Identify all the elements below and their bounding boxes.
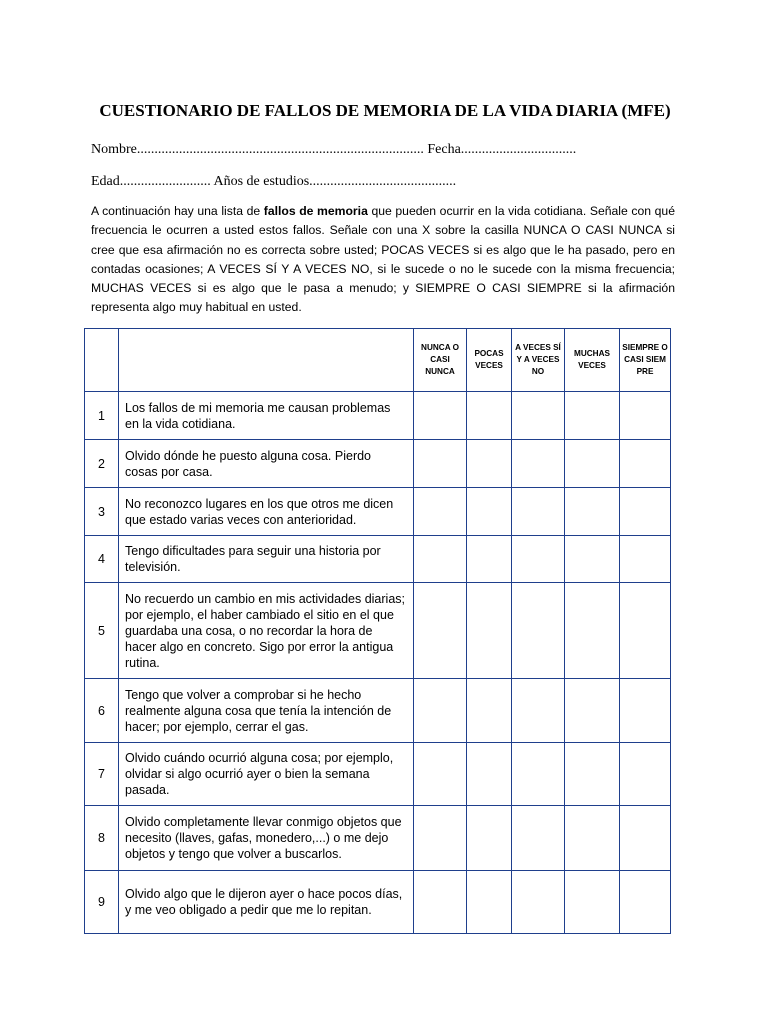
answer-checkbox-a-veces[interactable]	[512, 583, 565, 679]
answer-checkbox-a-veces[interactable]	[512, 871, 565, 934]
answer-checkbox-nunca[interactable]	[414, 536, 467, 583]
answer-checkbox-nunca[interactable]	[414, 488, 467, 536]
answer-checkbox-muchas-veces[interactable]	[565, 806, 620, 871]
answer-checkbox-pocas-veces[interactable]	[467, 536, 512, 583]
column-header-a-veces: A VECES SÍ Y A VECES NO	[512, 329, 565, 392]
column-header-siempre: SIEMPRE O CASI SIEMPRE	[620, 329, 671, 392]
item-number: 1	[85, 392, 119, 440]
answer-checkbox-siempre[interactable]	[620, 583, 671, 679]
answer-checkbox-muchas-veces[interactable]	[565, 488, 620, 536]
column-header-muchas-veces: MUCHAS VECES	[565, 329, 620, 392]
answer-checkbox-pocas-veces[interactable]	[467, 583, 512, 679]
answer-checkbox-a-veces[interactable]	[512, 440, 565, 488]
answer-checkbox-siempre[interactable]	[620, 488, 671, 536]
answer-checkbox-muchas-veces[interactable]	[565, 871, 620, 934]
table-row	[85, 536, 671, 583]
item-statement: Olvido completamente llevar conmigo objetos que necesito (llaves, gafas, monedero,...) o me dejo objetos y tengo que volver a buscarlos.	[119, 806, 414, 871]
instructions-text-2: que pueden ocurrir en la vida cotidiana. Señale con qué frecuencia le ocurren a usted estos fallos. Señale con una X sobre la casilla NUNCA O CASI NUNCA si cree que esa afirmación no es correcta sobre usted; POCAS VECES si es algo que le ha pasado, pero en contadas ocasiones; A VECES SÍ Y A VECES NO, si le sucede o no le sucede con la misma frecuencia; MUCHAS VECES si es algo que le pasa a menudo; y SIEMPRE O CASI SIEMPRE si la afirmación representa algo muy habitual en usted.	[91, 204, 675, 315]
item-statement: Olvido cuándo ocurrió alguna cosa; por ejemplo, olvidar si algo ocurrió ayer o bien la semana pasada.	[119, 743, 414, 806]
answer-checkbox-nunca[interactable]	[414, 743, 467, 806]
answer-checkbox-nunca[interactable]	[414, 440, 467, 488]
answer-checkbox-muchas-veces[interactable]	[565, 392, 620, 440]
answer-checkbox-a-veces[interactable]	[512, 806, 565, 871]
answer-checkbox-nunca[interactable]	[414, 871, 467, 934]
answer-checkbox-siempre[interactable]	[620, 743, 671, 806]
table-row	[85, 488, 671, 536]
item-statement: Los fallos de mi memoria me causan problemas en la vida cotidiana.	[119, 392, 414, 440]
table-row	[85, 583, 671, 679]
item-statement: No reconozco lugares en los que otros me dicen que estado varias veces con anterioridad.	[119, 488, 414, 536]
page-title: CUESTIONARIO DE FALLOS DE MEMORIA DE LA VIDA DIARIA (MFE)	[99, 101, 671, 120]
answer-checkbox-nunca[interactable]	[414, 806, 467, 871]
answer-checkbox-siempre[interactable]	[620, 806, 671, 871]
instructions-bold: fallos de memoria	[263, 204, 368, 218]
answer-checkbox-pocas-veces[interactable]	[467, 679, 512, 743]
name-date-line: Nombre.................................................................................. Fecha.................................	[91, 142, 577, 157]
item-number: 8	[85, 806, 119, 871]
answer-checkbox-muchas-veces[interactable]	[565, 583, 620, 679]
answer-checkbox-a-veces[interactable]	[512, 679, 565, 743]
table-row	[85, 440, 671, 488]
age-studies-line: Edad.......................... Años de estudios..........................................	[91, 174, 457, 189]
item-number: 6	[85, 679, 119, 743]
questionnaire-table	[84, 328, 671, 934]
answer-checkbox-pocas-veces[interactable]	[467, 806, 512, 871]
item-number: 7	[85, 743, 119, 806]
header-row	[85, 329, 671, 392]
item-statement: Olvido dónde he puesto alguna cosa. Pierdo cosas por casa.	[119, 440, 414, 488]
answer-checkbox-a-veces[interactable]	[512, 536, 565, 583]
items-body	[85, 392, 671, 934]
instructions-text-1: A continuación hay una lista de	[91, 204, 264, 218]
item-statement: No recuerdo un cambio en mis actividades diarias; por ejemplo, el haber cambiado el sitio en el que guardaba una cosa, o no recordar la hora de hacer algo en concreto. Sigo por error la antigua rutina.	[119, 583, 414, 679]
item-statement: Tengo dificultades para seguir una historia por televisión.	[119, 536, 414, 583]
item-statement: Olvido algo que le dijeron ayer o hace pocos días, y me veo obligado a pedir que me lo repitan.	[119, 871, 414, 934]
answer-checkbox-nunca[interactable]	[414, 392, 467, 440]
answer-checkbox-pocas-veces[interactable]	[467, 488, 512, 536]
answer-checkbox-nunca[interactable]	[414, 583, 467, 679]
header-statement-cell	[119, 329, 414, 392]
header-number-cell	[85, 329, 119, 392]
answer-checkbox-a-veces[interactable]	[512, 392, 565, 440]
answer-checkbox-pocas-veces[interactable]	[467, 871, 512, 934]
answer-checkbox-pocas-veces[interactable]	[467, 743, 512, 806]
answer-checkbox-siempre[interactable]	[620, 440, 671, 488]
table-row	[85, 679, 671, 743]
answer-checkbox-nunca[interactable]	[414, 679, 467, 743]
instructions-paragraph	[91, 202, 675, 318]
item-number: 5	[85, 583, 119, 679]
table-row	[85, 392, 671, 440]
answer-checkbox-siempre[interactable]	[620, 679, 671, 743]
answer-checkbox-muchas-veces[interactable]	[565, 743, 620, 806]
answer-checkbox-a-veces[interactable]	[512, 488, 565, 536]
item-statement: Tengo que volver a comprobar si he hecho realmente alguna cosa que tenía la intención de hacer; por ejemplo, cerrar el gas.	[119, 679, 414, 743]
answer-checkbox-siempre[interactable]	[620, 536, 671, 583]
table-row	[85, 743, 671, 806]
column-header-pocas-veces: POCAS VECES	[467, 329, 512, 392]
item-number: 3	[85, 488, 119, 536]
answer-checkbox-pocas-veces[interactable]	[467, 440, 512, 488]
answer-checkbox-muchas-veces[interactable]	[565, 440, 620, 488]
answer-checkbox-muchas-veces[interactable]	[565, 679, 620, 743]
answer-checkbox-pocas-veces[interactable]	[467, 392, 512, 440]
table-row	[85, 806, 671, 871]
item-number: 4	[85, 536, 119, 583]
answer-checkbox-a-veces[interactable]	[512, 743, 565, 806]
answer-checkbox-siempre[interactable]	[620, 392, 671, 440]
table-row	[85, 871, 671, 934]
item-number: 9	[85, 871, 119, 934]
item-number: 2	[85, 440, 119, 488]
column-header-nunca: NUNCA O CASI NUNCA	[414, 329, 467, 392]
answer-checkbox-siempre[interactable]	[620, 871, 671, 934]
answer-checkbox-muchas-veces[interactable]	[565, 536, 620, 583]
